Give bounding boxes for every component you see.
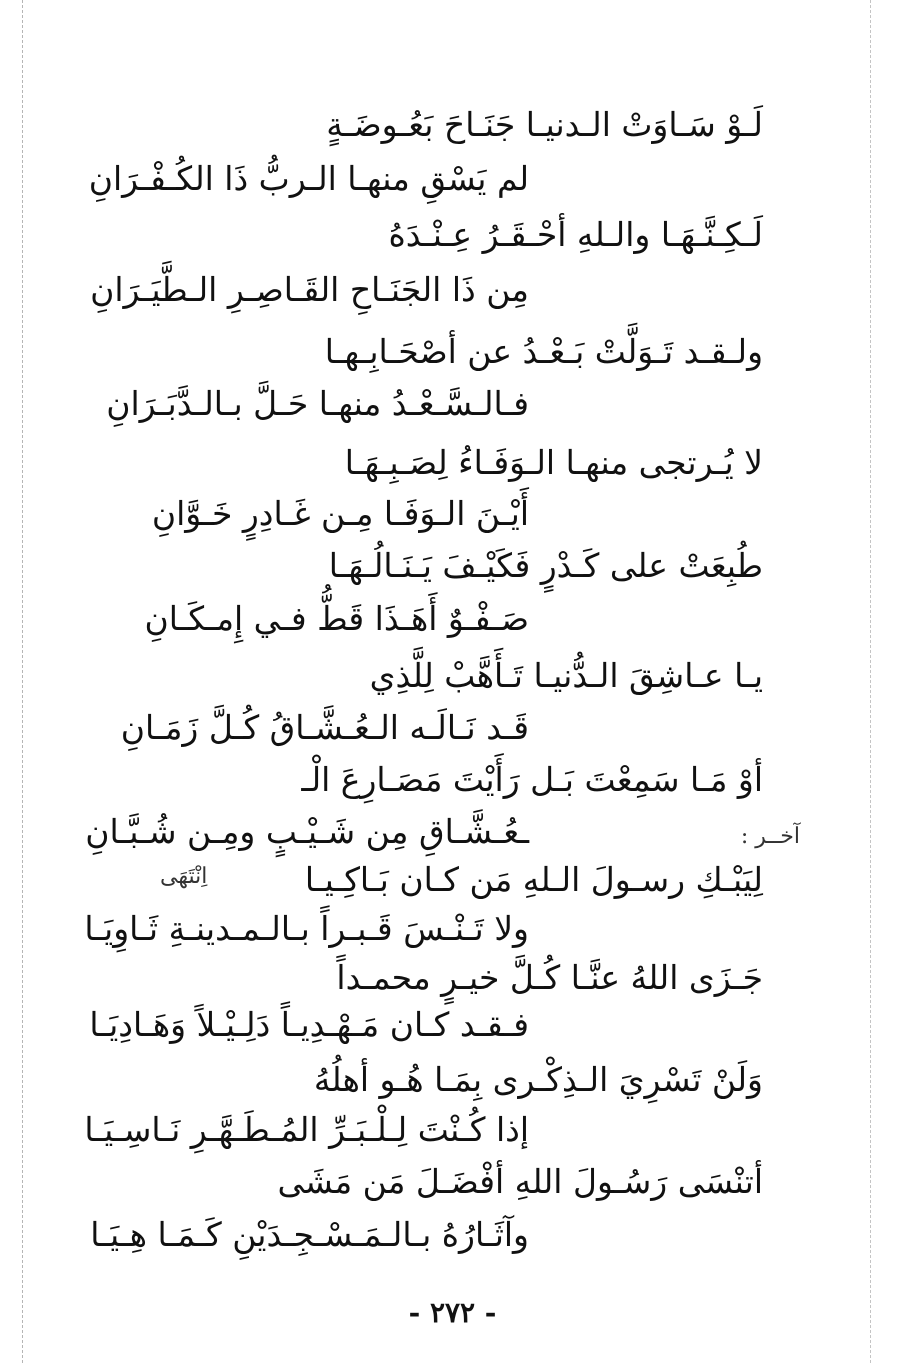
verse-line: لا يُـرتجى منهـا الـوَفَـاءُ لِصَـبِـهَـا [344, 443, 763, 482]
verse-line: أَيْـنَ الـوَفَـا مِـن غَـادِرٍ خَـوَّانِ [151, 494, 529, 533]
verse-line: أتنْسَى رَسُـولَ اللهِ أفْضَـلَ مَن مَشَى [277, 1162, 763, 1201]
verse-line: لم يَسْقِ منهـا الـربُّ ذَا الكُـفْـرَانِ [88, 159, 529, 198]
verse-line: فـالـسَّـعْـدُ منهـا حَـلَّ بـالـدَّبَـرَانِ [106, 384, 529, 423]
verse-line: فـقـد كـان مَـهْـدِيـاً دَلِـيْـلاً وَهَـادِيَـا [89, 1005, 529, 1044]
right-margin-rule [870, 0, 871, 1363]
verse-line: وَلَنْ تَسْرِيَ الـذِكْـرى بِمَـا هُـو أهلُهُ [313, 1060, 763, 1099]
verse-line: جَـزَى اللهُ عنَّـا كُـلَّ خيـرٍ محمـداً [336, 958, 763, 997]
verse-line: يـا عـاشِقَ الـدُّنيـا تَـأَهَّبْ لِلَّذِي [369, 656, 763, 695]
verse-line: ولـقـد تَـوَلَّتْ بَـعْـدُ عن أصْحَـابِـهـا [324, 332, 763, 371]
verse-line: لَـكِـنَّـهَـا والـلهِ أحْـقَـرُ عِـنْـدَهُ [388, 215, 763, 254]
verse-line: مِن ذَا الجَنَـاحِ القَـاصِـرِ الـطَّيَـرَانِ [90, 270, 529, 309]
verse-line: وآثَـارُهُ بـالـمَـسْـجِـدَيْنِ كَـمَـا هِـيَـا [90, 1215, 529, 1254]
end-note: اِنْتَهَى [160, 864, 208, 889]
verse-line: ـعُـشَّـاقِ مِن شَـيْـبٍ ومِـن شُـبَّـانِ [85, 812, 529, 851]
page-number: - ٢٧٢ - [408, 1296, 497, 1329]
verse-line: إذا كُـنْتَ لِـلْـبَـرِّ المُـطَـهَّـرِ نَـاسِـيَـا [84, 1110, 529, 1149]
verse-line: صَـفْـوٌ أَهَـذَا قَطُّ فـي إِمـكَـانِ [144, 599, 529, 638]
left-margin-rule [22, 0, 23, 1363]
verse-line: أوْ مَـا سَمِعْتَ بَـل رَأَيْتَ مَصَـارِعَ الْـ [301, 760, 763, 799]
other-poem-note: آخــر : [740, 824, 800, 849]
verse-line: طُبِعَتْ على كَـدْرٍ فَكَيْـفَ يَـنَـالُـهَـا [328, 546, 763, 585]
verse-line: قَـد نَـالَـه الـعُـشَّـاقُ كُـلَّ زَمَـانِ [120, 708, 529, 747]
verse-line: ولا تَـنْـسَ قَـبـراً بـالـمـدينـةِ ثَـاوِيَـا [84, 909, 529, 948]
verse-line: لِيَبْـكِ رسـولَ الـلهِ مَن كـان بَـاكِـيـا [304, 860, 763, 899]
verse-line: لَـوْ سَـاوَتْ الـدنيـا جَنَـاحَ بَعُـوضَـةٍ [326, 105, 763, 144]
